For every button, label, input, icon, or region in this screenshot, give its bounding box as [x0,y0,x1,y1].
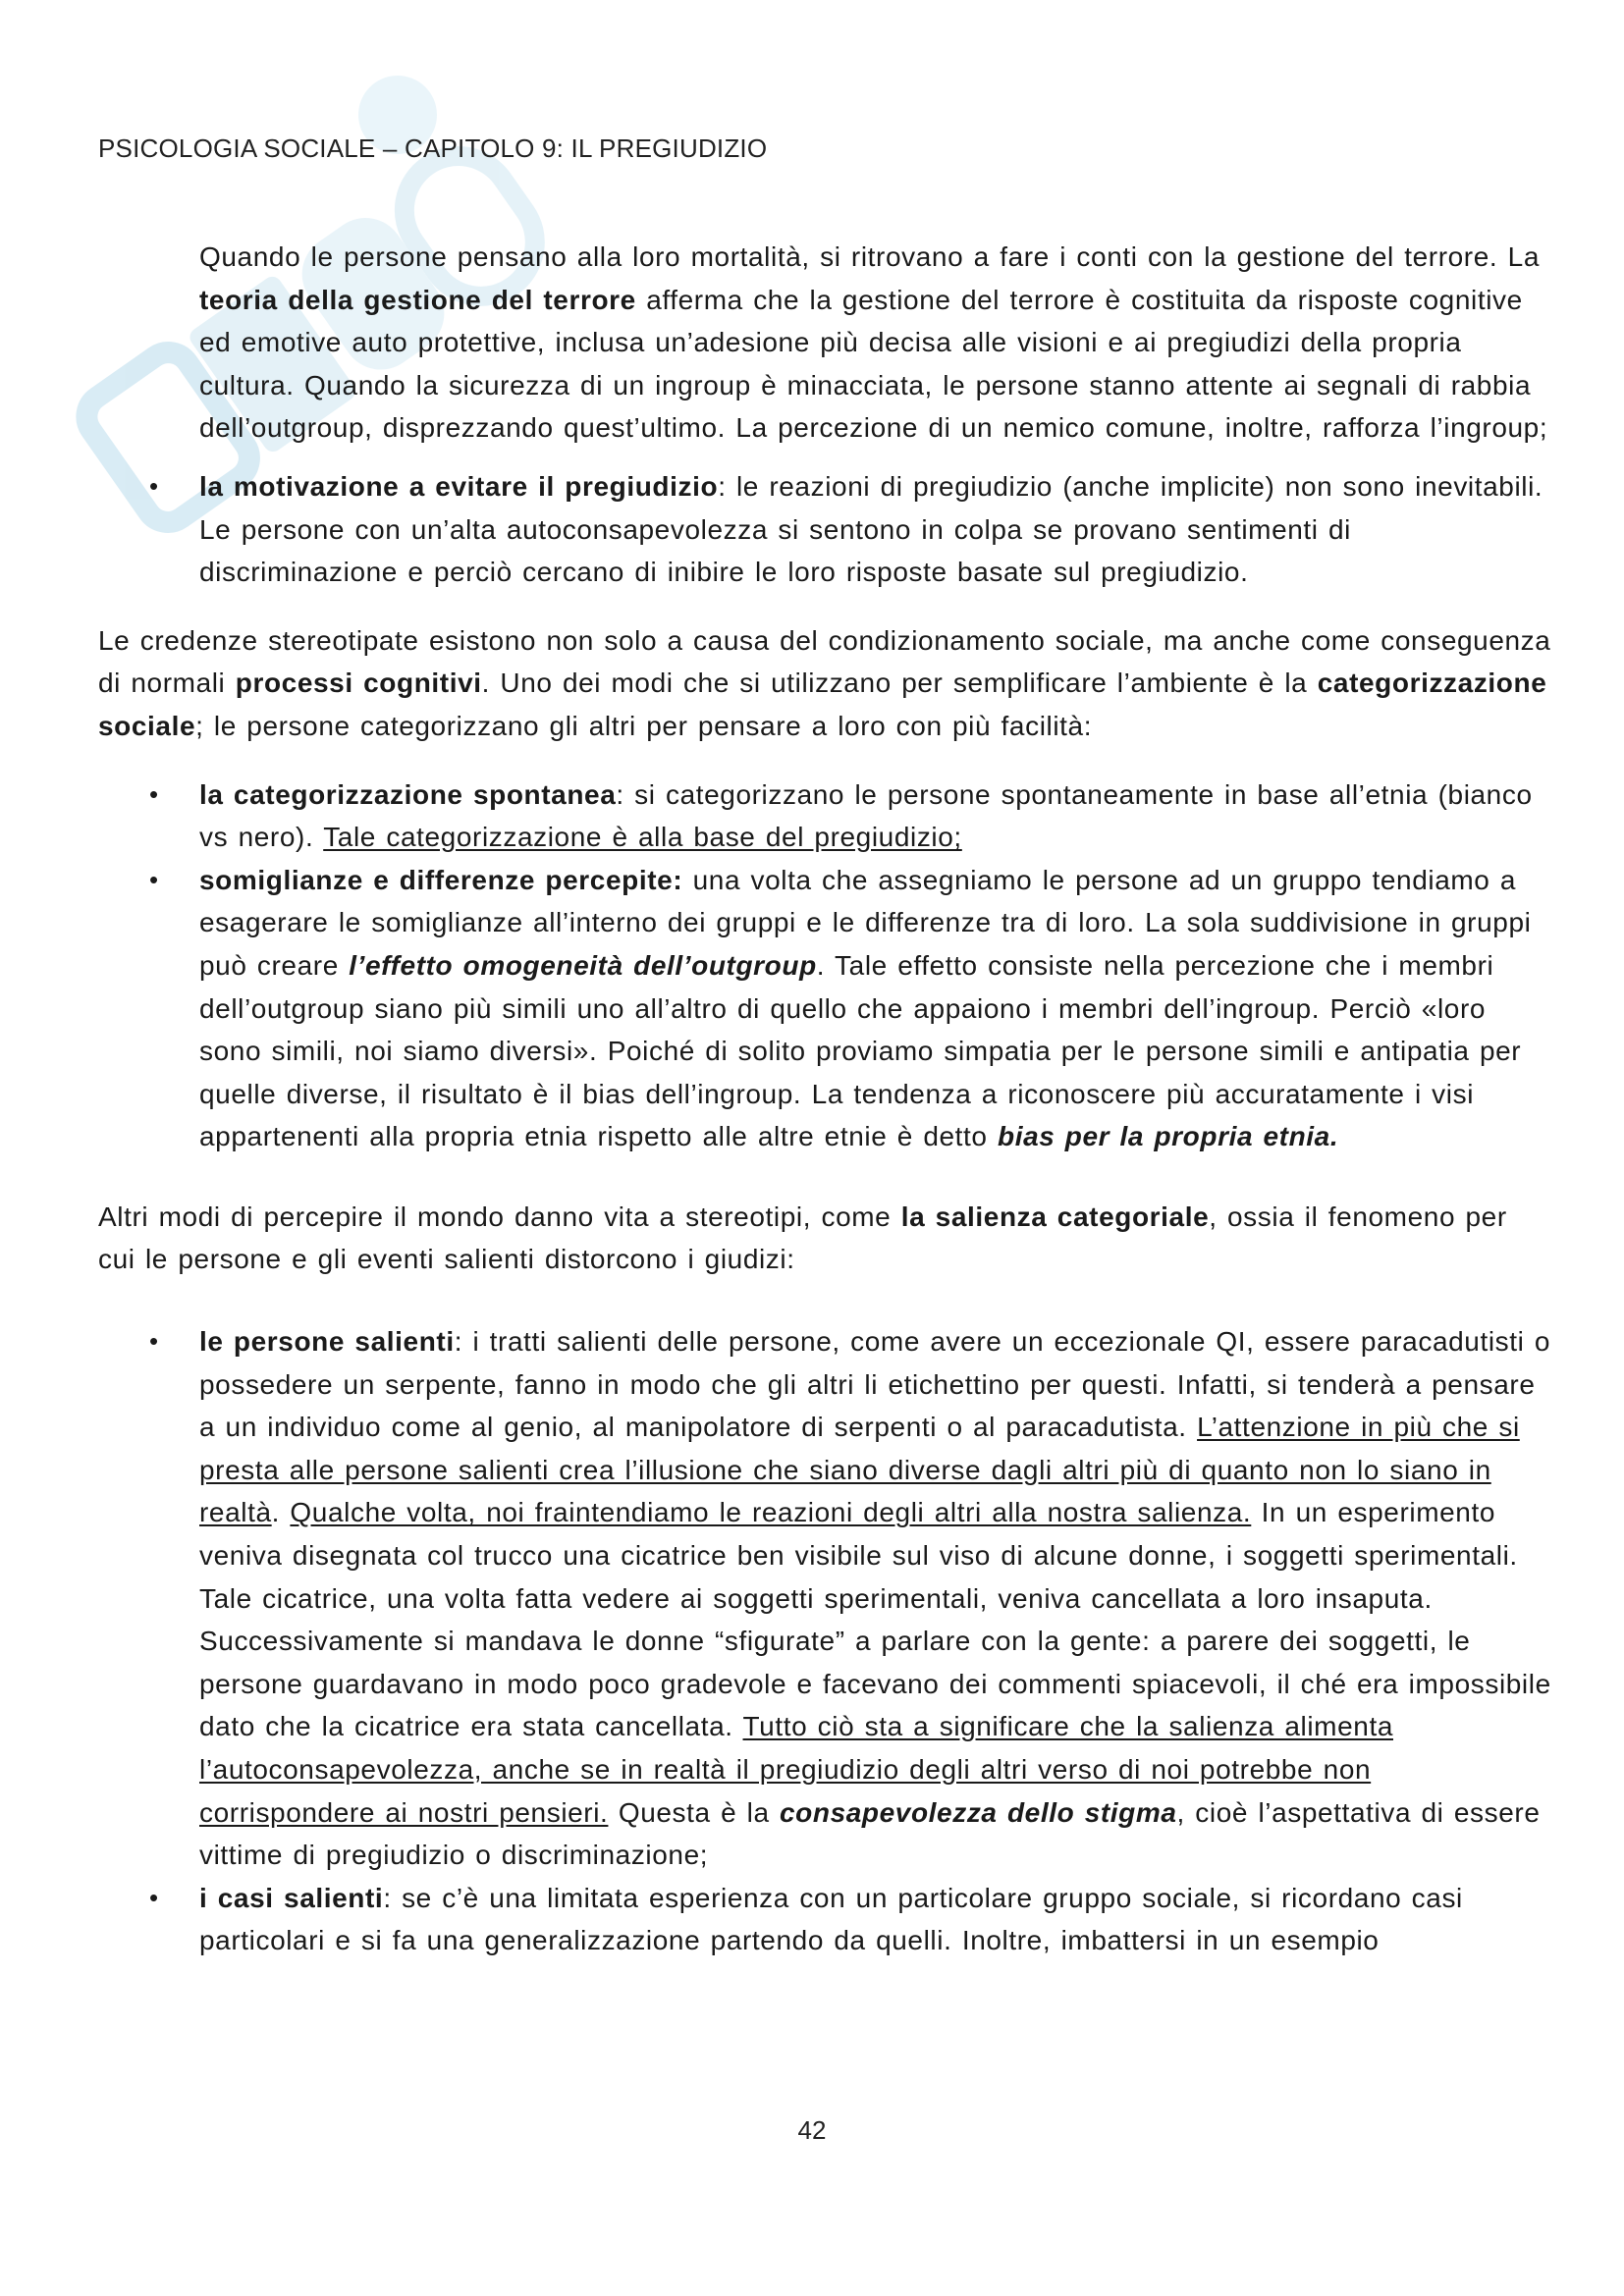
paragraph-stereotypes [98,619,1551,748]
body-text: Questa è la [608,1796,780,1828]
body-text: : se c’è una limitata esperienza con un particolare gruppo sociale, si ricordano casi particolari e si fa una generalizzazione partendo da quelli. Inoltre, imbattersi in un esempio [199,1882,1463,1956]
bullet-list-salience [98,1320,1551,1962]
body-text: una volta che assegniamo le persone ad un gruppo tendiamo a esagerare le somiglianze all’interno dei gruppi e le differenze tra di loro. La sola suddivisione in gruppi può creare [199,864,1532,981]
emphasis-text: la motivazione a evitare il pregiudizio [199,470,719,502]
emphasis-text: somiglianze e differenze percepite: [199,864,683,895]
emphasis-text: i casi salienti [199,1882,384,1913]
bullet-spontaneous-categorization [98,774,1551,859]
paragraph-category-salience [98,1196,1551,1281]
page-header: PSICOLOGIA SOCIALE – CAPITOLO 9: IL PREGIUDIZIO [98,133,768,163]
body-text: , cioè l’aspettativa di essere vittime di pregiudizio o discriminazione; [199,1796,1541,1871]
body-text: In un esperimento veniva disegnata col trucco una cicatrice ben visibile sul viso di alcune donne, i soggetti sperimentali. Tale cicatrice, una volta fatta vedere ai soggetti sperimentali, veniva cancellata a loro insaputa. Successivamente si mandava le donne “sfigurate” a parlare con la gente: a parere dei soggetti, le persone guardavano in modo poco gradevole e facevano dei commenti spiacevoli, il ché era impossibile dato che la cicatrice era stata cancellata. [199,1497,1551,1742]
emphasis-text: l’effetto omogeneità dell’outgroup [349,949,817,981]
emphasis-text: Qualche volta, noi fraintendiamo le reazioni degli altri alla nostra salienza. [290,1497,1252,1528]
document-body [98,236,1551,1962]
emphasis-text: categorizzazione sociale [98,667,1547,741]
bullet-list-categorization [98,774,1551,1158]
bullet-salient-people [98,1320,1551,1877]
body-text: Altri modi di percepire il mondo danno vita a stereotipi, come [98,1201,901,1232]
body-text: . [271,1497,291,1528]
body-text: : le reazioni di pregiudizio (anche implicite) non sono inevitabili. Le persone con un’alta autoconsapevolezza si sentono in colpa se provano sentimenti di discriminazione e perciò cercano di inibire le loro risposte basate sul pregiudizio. [199,470,1543,588]
body-text: Quando le persone pensano alla loro mortalità, si ritrovano a fare i conti con la gestione del terrore. La [199,241,1540,272]
emphasis-text: Tutto ciò sta a significare che la salienza alimenta l’autoconsapevolezza, anche se in realtà il pregiudizio degli altri verso di noi potrebbe non corrispondere ai nostri pensieri. [199,1711,1393,1828]
page-number: 42 [797,2115,827,2145]
emphasis-text: processi cognitivi [235,667,482,699]
emphasis-text: la categorizzazione spontanea [199,778,617,810]
body-text: , ossia il fenomeno per cui le persone e gli eventi salienti distorcono i giudizi: [98,1201,1507,1275]
body-text: Le credenze stereotipate esistono non solo a causa del condizionamento sociale, ma anche come conseguenza di normali [98,624,1551,699]
bullet-similarities-differences [98,859,1551,1158]
bullet-motivation-avoid-prejudice [98,465,1551,594]
body-text: afferma che la gestione del terrore è costituita da risposte cognitive ed emotive auto protettive, inclusa un’adesione più decisa alle visioni e ai pregiudizi della propria cultura. Quando la sicurezza di un ingroup è minacciata, le persone stanno attente ai segnali di rabbia dell’outgroup, disprezzando quest’ultimo. La percezione di un nemico comune, inoltre, rafforza l’ingroup; [199,284,1548,444]
bullet-salient-cases [98,1877,1551,1962]
body-text: . Tale effetto consiste nella percezione che i membri dell’outgroup siano più simili uno all’altro di quello che appaiono i membri dell’ingroup. Perciò «loro sono simili, noi siamo diversi». Poiché di solito proviamo simpatia per le persone simili e antipatia per quelle diverse, il risultato è il bias dell’ingroup. La tendenza a riconoscere più accuratamente i visi appartenenti alla propria etnia rispetto alle altre etnie è detto [199,949,1522,1152]
emphasis-text: consapevolezza dello stigma [780,1796,1177,1828]
emphasis-text: le persone salienti [199,1326,455,1358]
body-text: ; le persone categorizzano gli altri per pensare a loro con più facilità: [195,710,1093,741]
body-text: . Uno dei modi che si utilizzano per semplificare l’ambiente è la [481,667,1318,699]
paragraph-terror-management [98,236,1551,450]
body-text: : i tratti salienti delle persone, come avere un eccezionale QI, essere paracadutisti o possedere un serpente, fanno in modo che gli altri li etichettino per questi. Infatti, si tenderà a pensare a un individuo come al genio, al manipolatore di serpenti o al paracadutista. [199,1326,1551,1443]
bullet-list-prejudice-motivation [98,465,1551,594]
emphasis-text: la salienza categoriale [900,1201,1210,1232]
body-text: : si categorizzano le persone spontaneamente in base all’etnia (bianco vs nero). [199,778,1533,853]
emphasis-text: bias per la propria etnia. [997,1121,1339,1152]
emphasis-text: L’attenzione in più che si presta alle persone salienti crea l’illusione che siano diverse dagli altri più di quanto non lo siano in realtà [199,1412,1520,1528]
emphasis-text: Tale categorizzazione è alla base del pregiudizio; [323,822,962,853]
emphasis-text: teoria della gestione del terrore [199,284,636,315]
